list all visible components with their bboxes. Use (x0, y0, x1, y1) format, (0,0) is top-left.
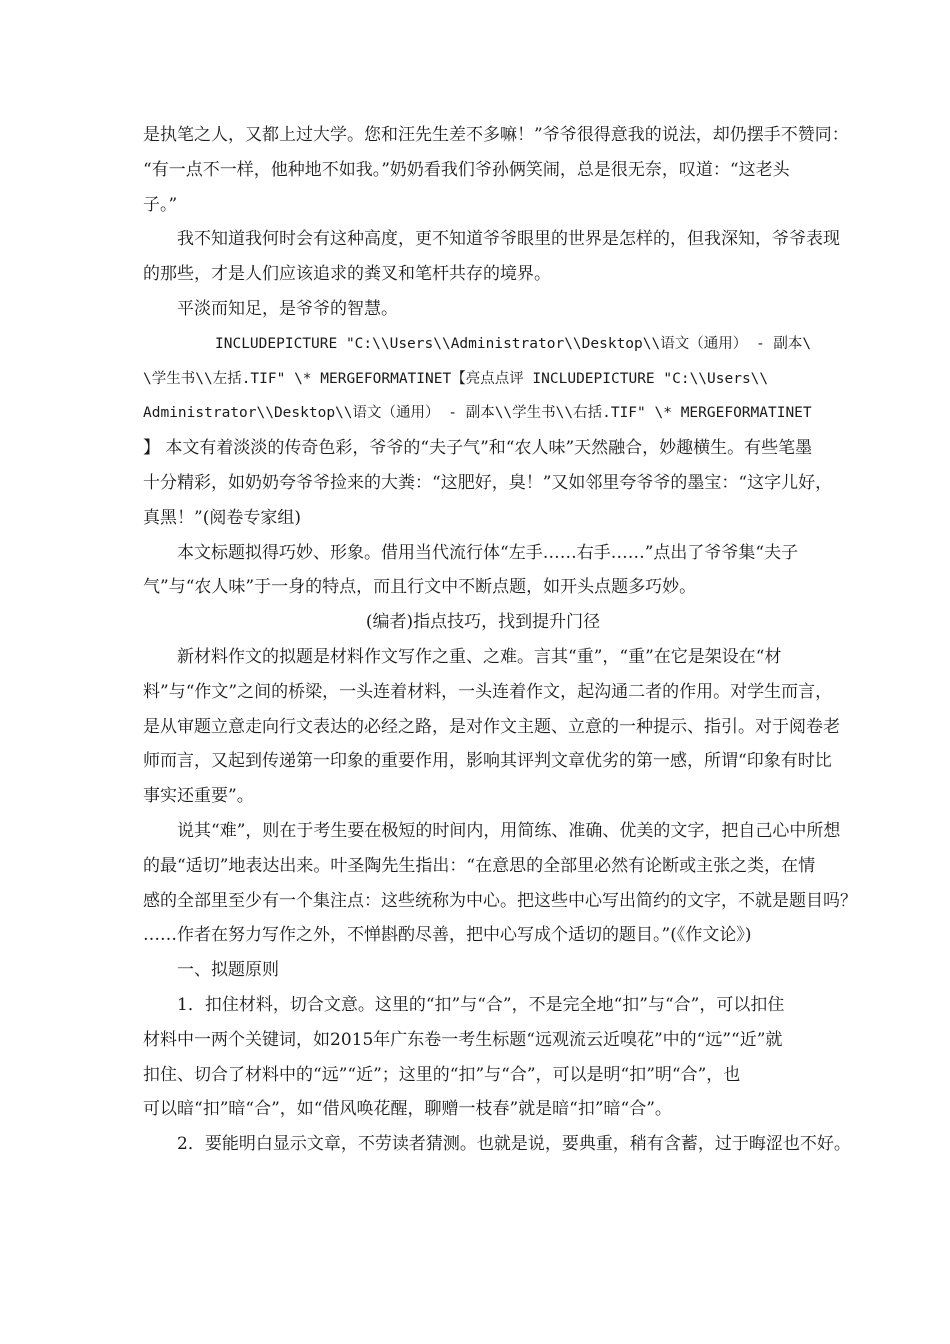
section-heading: (编者)指点技巧，找到提升门径 (365, 612, 601, 633)
field-code-line: INCLUDEPICTURE "C:\\Users\\Administrator\\Desktop\\语文（通用） - 副本\ (215, 335, 812, 352)
paragraph-line: 说其“难”，则在于考生要在极短的时间内，用简练、准确、优美的文字，把自己心中所想 (177, 820, 841, 841)
text-line: 感的全部里至少有一个集注点：这些统称为中心。把这些中心写出简约的文字，不就是题目吗？ (143, 890, 857, 911)
text-line: 材料中一两个关键词，如2015年广东卷一考生标题“远观流云近嗅花”中的“远”“近”就 (143, 1029, 783, 1050)
text-line: “有一点不一样，他种地不如我。”奶奶看我们爷孙俩笑闹，总是很无奈，叹道：“这老头 (143, 159, 790, 180)
text-line: 子。” (143, 194, 178, 215)
text-line: ……作者在努力写作之外，不惮斟酌尽善，把中心写成个适切的题目。”(《作文论》) (143, 925, 752, 946)
field-code-line: Administrator\\Desktop\\语文（通用） - 副本\\学生书\\右括.TIF" \* MERGEFORMATINET (143, 405, 812, 422)
text-line: 的那些，才是人们应该追求的粪叉和笔杆共存的境界。 (143, 264, 551, 285)
text-line: 气”与“农人味”于一身的特点，而且行文中不断点题，如开头点题多巧妙。 (143, 577, 697, 598)
text-line: 扣住、切合了材料中的“远”“近”；这里的“扣”与“合”，可以是明“扣”明“合”，也 (143, 1064, 741, 1085)
field-code-line: \学生书\\左括.TIF" \* MERGEFORMATINET【亮点点评 INCLUDEPICTURE "C:\\Users\\ (143, 370, 769, 387)
paragraph-line: 我不知道我何时会有这种高度，更不知道爷爷眼里的世界是怎样的，但我深知，爷爷表现 (177, 229, 840, 250)
text-line: 是执笔之人，又都上过大学。您和汪先生差不多嘛！”爷爷很得意我的说法，却仍摆手不赞同： (143, 125, 849, 145)
comment-line: 】 本文有着淡淡的传奇色彩，爷爷的“夫子气”和“农人味”天然融合，妙趣横生。有些笔墨 (143, 438, 813, 459)
subheading: 一、拟题原则 (177, 960, 279, 981)
document-page (143, 118, 857, 1162)
paragraph-line: 本文标题拟得巧妙、形象。借用当代流行体“左手……右手……”点出了爷爷集“夫子 (177, 542, 799, 563)
comment-line: 真黑！”(阅卷专家组) (143, 507, 301, 528)
text-line: 料”与“作文”之间的桥梁，一头连着材料，一头连着作文，起沟通二者的作用。对学生而言， (143, 681, 833, 702)
text-line: 师而言，又起到传递第一印象的重要作用，影响其评判文章优劣的第一感，所谓“印象有时比 (143, 751, 832, 772)
paragraph-line: 2．要能明白显示文章，不劳读者猜测。也就是说，要典重，稍有含蓄，过于晦涩也不好。 (177, 1134, 851, 1155)
text-line: 的最“适切”地表达出来。叶圣陶先生指出：“在意思的全部里必然有论断或主张之类，在情 (143, 855, 816, 876)
comment-line: 十分精彩，如奶奶夸爷爷捡来的大粪：“这肥好，臭！”又如邻里夸爷爷的墨宝：“这字儿好， (143, 472, 833, 493)
text-line: 是从审题立意走向行文表达的必经之路，是对作文主题、立意的一种提示、指引。对于阅卷老 (143, 716, 840, 737)
text-line: 可以暗“扣”暗“合”，如“借风唤花醒，聊赠一枝春”就是暗“扣”暗“合”。 (143, 1099, 672, 1120)
text-line: 事实还重要”。 (143, 786, 254, 807)
paragraph-line: 新材料作文的拟题是材料作文写作之重、之难。言其“重”，“重”在它是架设在“材 (177, 646, 782, 667)
paragraph-line: 1．扣住材料，切合文意。这里的“扣”与“合”，不是完全地“扣”与“合”，可以扣住 (177, 994, 785, 1015)
paragraph-line: 平淡而知足，是爷爷的智慧。 (177, 298, 398, 319)
